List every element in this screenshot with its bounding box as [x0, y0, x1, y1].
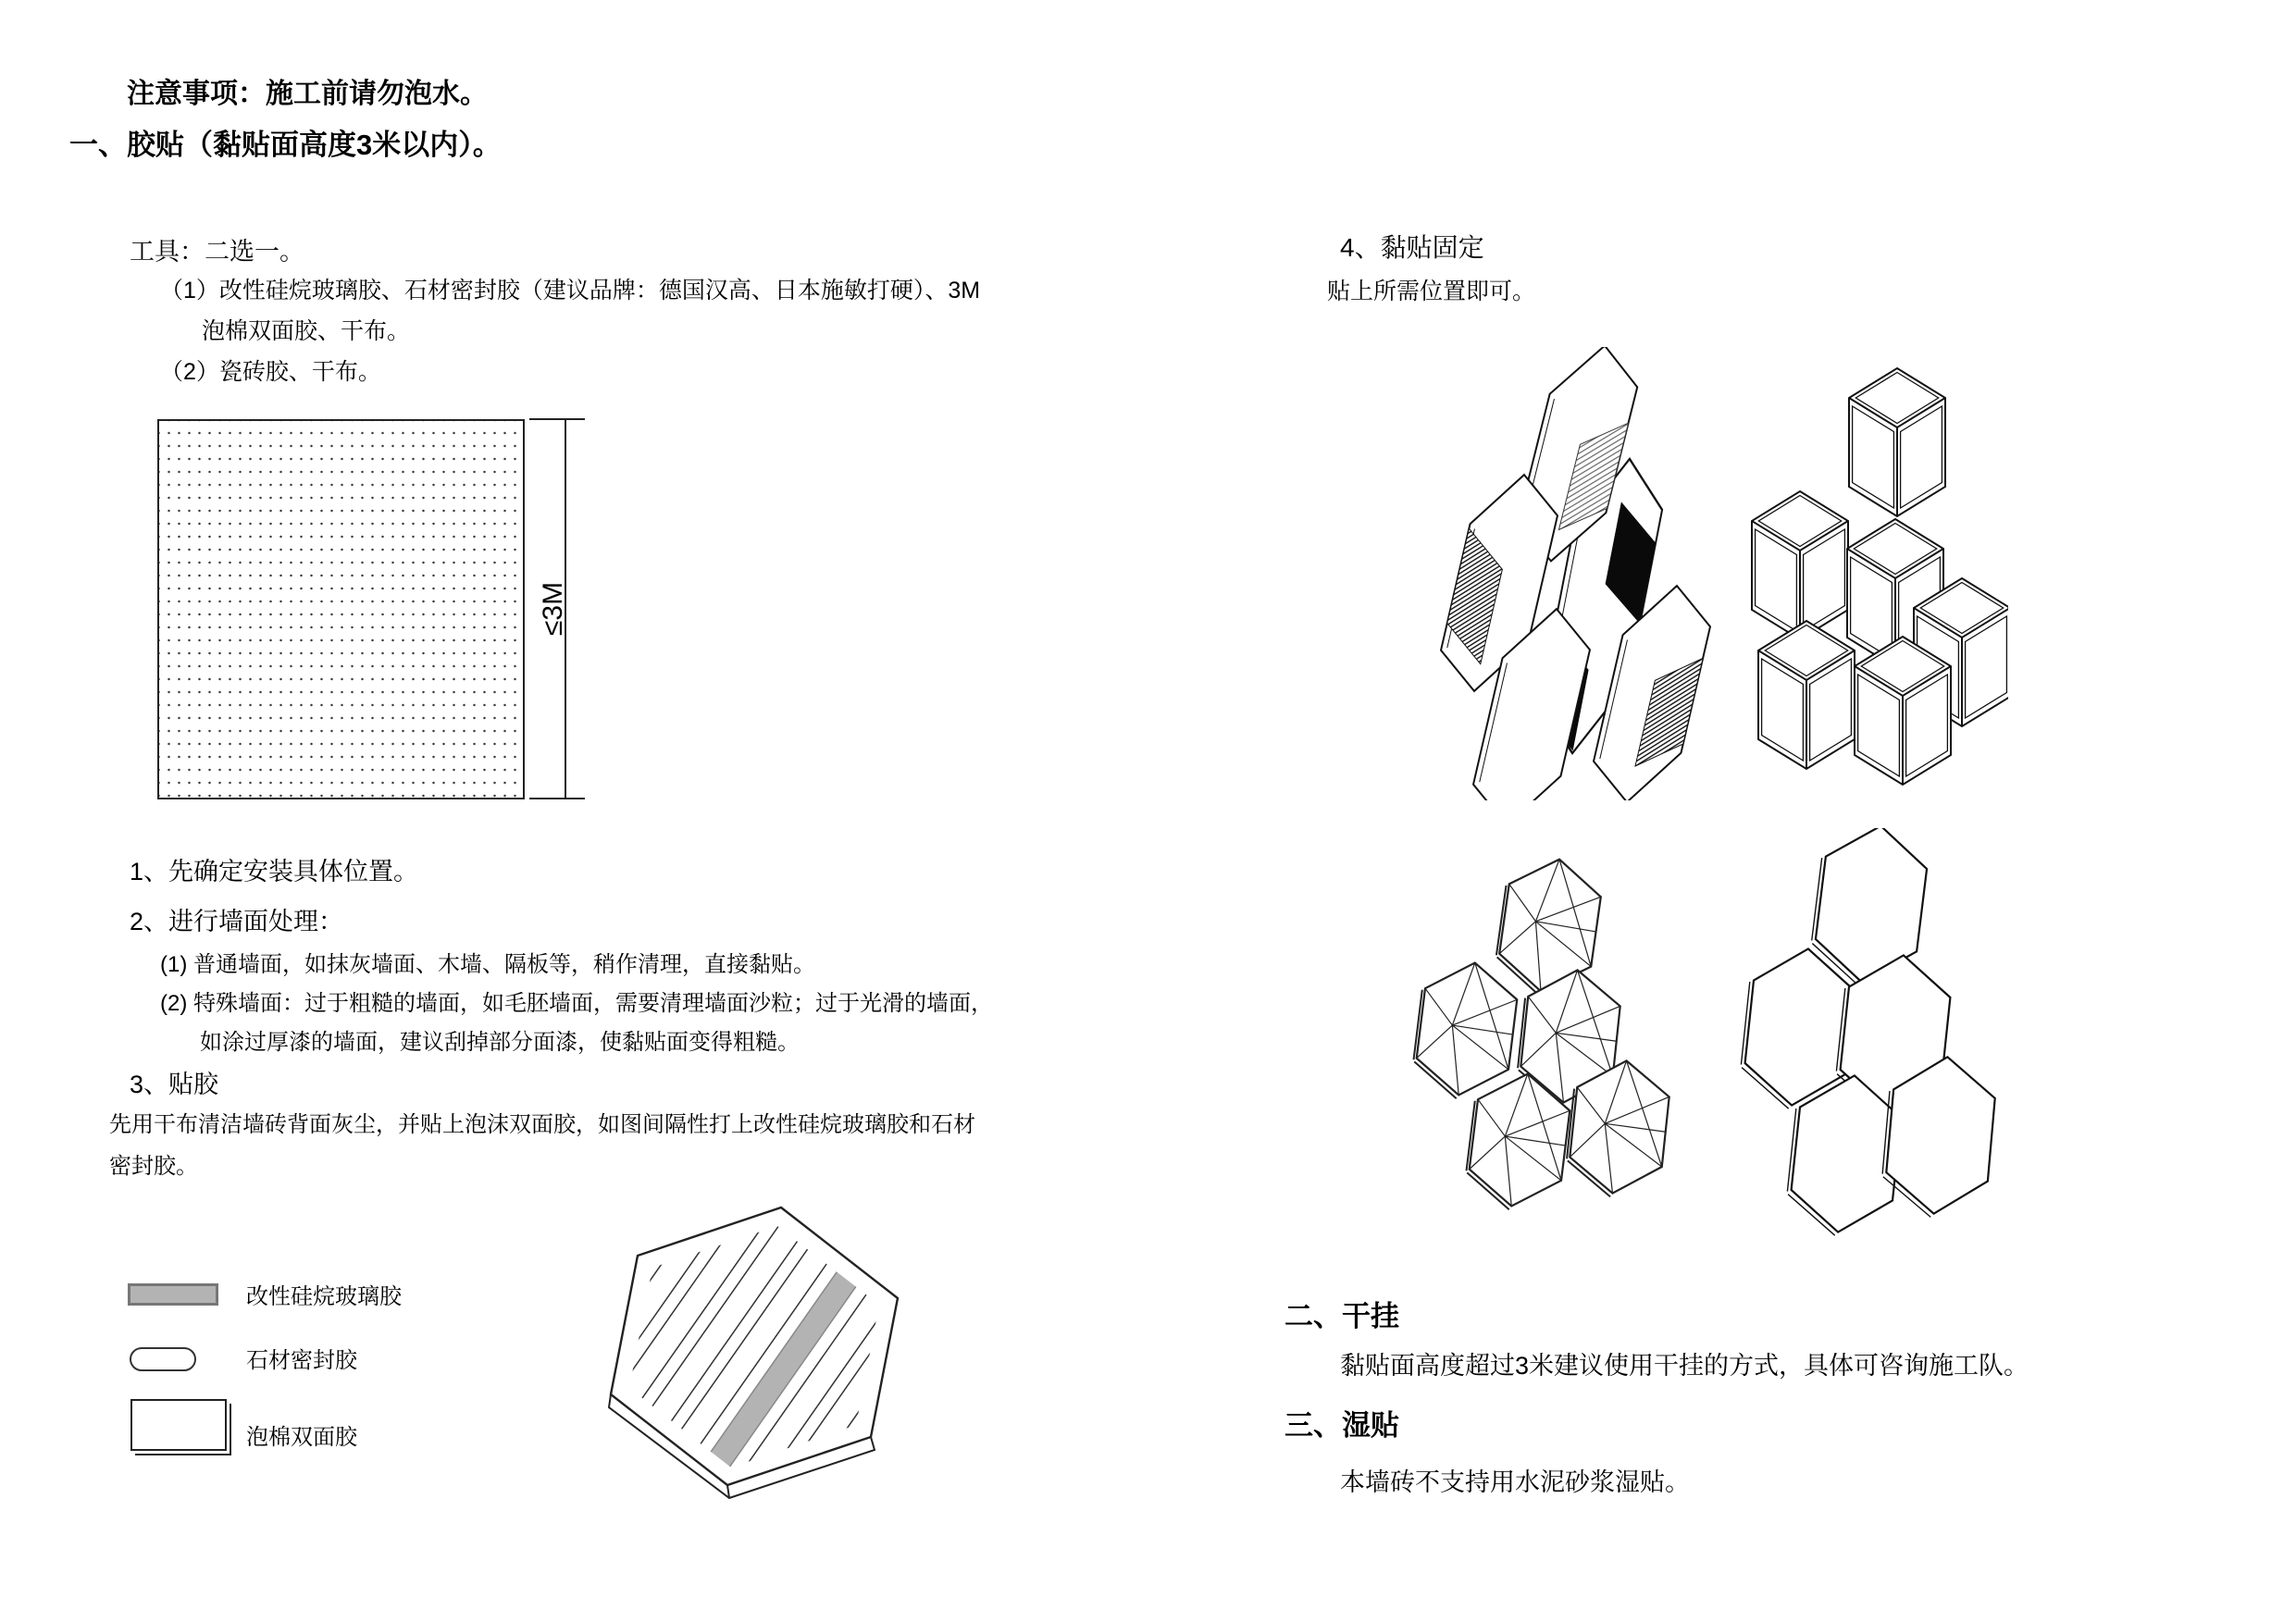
step2-item2-line1: (2) 特殊墙面：过于粗糙的墙面，如毛胚墙面，需要清理墙面沙粒；过于光滑的墙面， [160, 991, 993, 1016]
dimension-tick-top [529, 418, 585, 420]
tool-option2: （2）瓷砖胶、干布。 [160, 359, 381, 385]
tile [1758, 621, 1855, 769]
legend-label-foam-tape: 泡棉双面胶 [246, 1425, 357, 1450]
tile [1855, 637, 1951, 785]
plain-hexagon-tiles-diagram [1740, 828, 2017, 1245]
faceted-hexagon-tiles-diagram [1407, 847, 1684, 1258]
step1-text: 1、先确定安装具体位置。 [130, 858, 419, 886]
step2-item1-text: (1) 普通墙面，如抹灰墙面、木墙、隔板等，稍作清理，直接黏贴。 [160, 952, 815, 977]
step4-desc-text: 贴上所需位置即可。 [1327, 279, 1536, 304]
tile [1752, 491, 1848, 639]
step2-text: 2、进行墙面处理： [130, 908, 344, 935]
legend-label-glass-glue: 改性硅烷玻璃胶 [246, 1284, 402, 1309]
section-wet-paste-desc: 本墙砖不支持用水泥砂浆湿贴。 [1340, 1468, 1690, 1496]
step3-text: 3、贴胶 [130, 1071, 219, 1098]
section-dry-hang-heading: 二、干挂 [1285, 1300, 1399, 1332]
notice-line: 注意事项：施工前请勿泡水。 [127, 79, 488, 109]
step4-text: 4、黏贴固定 [1340, 233, 1484, 262]
section-wet-paste-heading: 三、湿贴 [1285, 1409, 1399, 1442]
tile [1409, 957, 1520, 1104]
section-dry-hang-desc: 黏贴面高度超过3米建议使用干挂的方式，具体可咨询施工队。 [1340, 1352, 2029, 1380]
legend-swatch-glass-glue [128, 1283, 218, 1306]
tool-option1-line2: 泡棉双面胶、干布。 [202, 318, 411, 344]
legend-label-stone-sealant: 石材密封胶 [246, 1348, 357, 1373]
tile [1849, 368, 1945, 516]
wall-height-dimension-label: ≤3M [538, 581, 568, 637]
cube-frame-tiles-diagram [1731, 365, 2008, 810]
hexagon-glue-pattern-diagram [541, 1180, 976, 1550]
legend-swatch-stone-sealant [130, 1347, 196, 1371]
section-glue-heading: 一、胶贴（黏贴面高度3米以内）。 [69, 129, 502, 161]
legend-swatch-foam-tape [130, 1399, 227, 1451]
tools-title: 工具：二选一。 [130, 238, 304, 266]
dimension-tick-bottom [529, 798, 585, 799]
step3-desc-line1: 先用干布清洁墙砖背面灰尘，并贴上泡沫双面胶，如图间隔性打上改性硅烷玻璃胶和石材 [109, 1112, 975, 1137]
wall-dot-grid-diagram [157, 419, 525, 799]
step2-item2-line2: 如涂过厚漆的墙面，建议刮掉部分面漆，使黏贴面变得粗糙。 [200, 1030, 800, 1055]
step3-desc-line2: 密封胶。 [109, 1154, 198, 1179]
tool-option1-line1: （1）改性硅烷玻璃胶、石材密封胶（建议品牌：德国汉高、日本施敏打硬）、3M [160, 278, 981, 303]
